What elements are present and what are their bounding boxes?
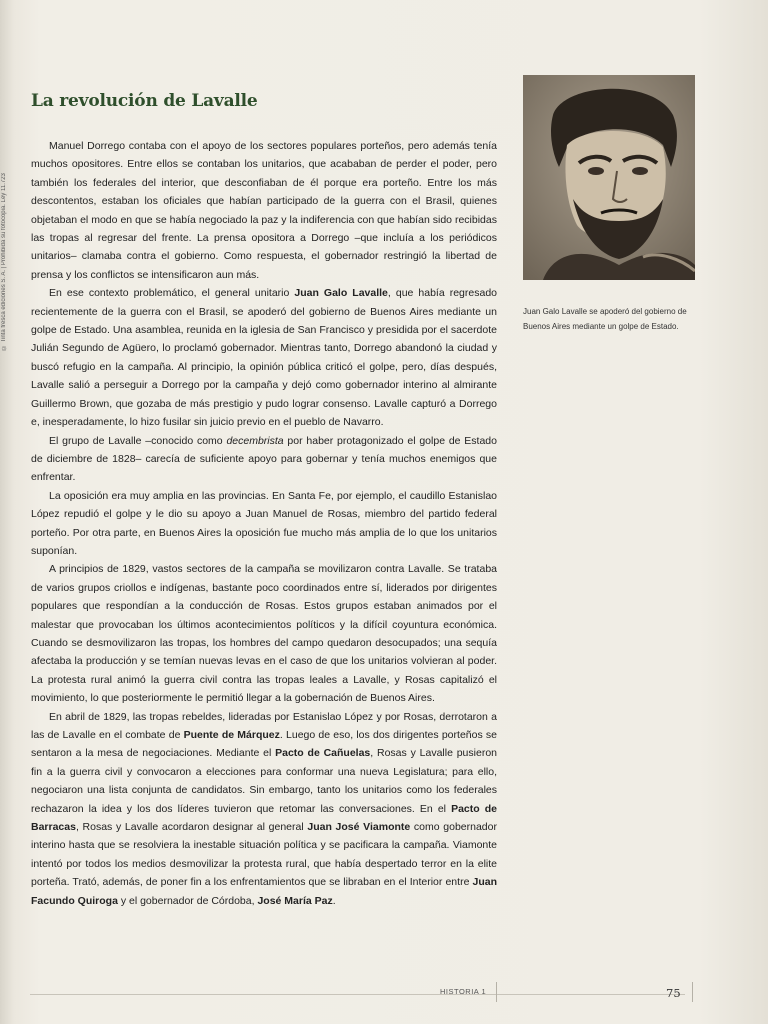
bold-term: Pacto de Cañuelas bbox=[275, 747, 371, 760]
section-title: La revolución de Lavalle bbox=[31, 91, 258, 111]
page-number-separator bbox=[692, 982, 693, 1002]
bold-term: Juan Galo Lavalle bbox=[294, 287, 388, 300]
page-number: 75 bbox=[666, 986, 681, 1000]
bold-term: Pacto de Barracas bbox=[31, 802, 497, 834]
bold-term: Puente de Márquez bbox=[183, 729, 280, 741]
text-run: , Rosas y Lavalle pusieron fin a la guerra civil y convocaron a elecciones para conformar una nueva Legislatura; para ello, negociaron una lista conjunta de candidatos. Sin embargo, tanto los unitarios como los federales rechazaron la idea y los dos líderes tuvieron que retomar las conversaciones. En el bbox=[31, 747, 497, 815]
text-run: Manuel Dorrego contaba con el apoyo de los sectores populares porteños, pero además tenía muchos opositores. Entre ellos se contaban los unitarios, que acababan de perder el poder, pero también los federales del interior, que desconfiaban de él porque era porteño. Entre los más descontentos, estaban los oficiales que habían participado de la guerra con el Brasil, quienes objetaban el modo en que se había negociado la paz y la indiferencia con que habían sido recibidas las tropas al regresar del frente. La prensa opositora a Dorrego –que incluía a los periódicos unitarios– clamaba contra el gobierno. Como respuesta, el gobernador restringió la libertad de prensa y los conflictos se intensificaron aun más. bbox=[31, 140, 497, 281]
portrait-caption: Juan Galo Lavalle se apoderó del gobierno de Buenos Aires mediante un golpe de Estado. bbox=[523, 307, 687, 331]
portrait-illustration bbox=[523, 75, 695, 280]
bold-term: José María Paz bbox=[257, 894, 333, 907]
bold-term: Juan José Viamonte bbox=[307, 821, 411, 834]
text-run: por haber protagonizado el golpe de Estado de diciembre de 1828– carecía de suficiente apoyo para gobernar y tenía muchos enemigos que enfrentar. bbox=[31, 434, 497, 484]
side-legal-notice: © Tinta fresca ediciones S. A. | Prohibida su fotocopia. Ley 11.723 bbox=[1, 173, 7, 350]
text-run: como gobernador interino hasta que se resolviera la inestable situación política y se pacificara la campaña. Viamonte intentó por todos los medios desmovilizar la protesta rural, que había despertado terror en la elite porteña. Trató, además, de poner fin a los enfrentamientos que se libraban en el Interior entre bbox=[31, 821, 497, 889]
paragraph bbox=[31, 284, 497, 431]
text-run: En ese contexto problemático, el general unitario bbox=[49, 287, 295, 300]
footer-subject: HISTORIA 1 bbox=[440, 987, 487, 996]
text-run: . Luego de eso, los dos dirigentes porteños se sentaron a la mesa de negociaciones. Mediante el bbox=[31, 729, 498, 760]
text-run: El grupo de Lavalle –conocido como bbox=[49, 434, 227, 447]
text-run: , que había regresado recientemente de la guerra con el Brasil, se apoderó del gobierno de Buenos Aires mediante un golpe de Estado. Una asamblea, reunida en la iglesia de San Francisco y presidida por el sacerdote Julián Segundo de Agüero, lo proclamó gobernador. Mientras tanto, Dorrego abandonó la ciudad y buscó refugio en la campaña. Al principio, la opinión pública criticó el golpe, pero, días después, Lavalle salió a perseguir a Dorrego por la campaña y dejó como gobernador interino al almirante Guillermo Brown, que gozaba de más prestigio y pudo lograr consenso. Lavalle capturó a Dorrego e, inesperadamente, lo hizo fusilar sin juicio previo en el pueblo de Navarro. bbox=[31, 287, 497, 429]
body-text bbox=[31, 137, 497, 910]
paragraph bbox=[31, 432, 497, 487]
text-run: La oposición era muy amplia en las provincias. En Santa Fe, por ejemplo, el caudillo Estanislao López repudió el golpe y le dio su apoyo a Juan Manuel de Rosas, miembro del partido federal porteño. Por otra parte, en Buenos Aires la oposición fue mucho más amplia de lo que los unitarios suponían. bbox=[31, 489, 497, 557]
text-run: A principios de 1829, vastos sectores de la campaña se movilizaron contra Lavalle. Se trataba de varios grupos criollos e indígenas, bastante poco coordinados entre sí, liderados por dirigentes populares que respondían a la conducción de Rosas. Estos grupos estaban animados por el malestar que provocaban los últimos acontecimientos políticos y la difícil coyuntura económica. Cuando se desmovilizaron las tropas, los hombres del campo quedaron desocupados; una sequía afectaba la producción y se temían nuevas levas en el caso de que los unitarios volvieran al poder. La protesta rural animó la guerra civil contra las tropas leales a Lavalle, y Rosas capitalizó el movimiento, lo que posteriormente le permitió llegar a la gobernación de Buenos Aires. bbox=[31, 563, 497, 705]
italic-term: decembrista bbox=[226, 434, 284, 447]
paragraph bbox=[31, 560, 497, 707]
footer-divider bbox=[30, 994, 685, 995]
text-run: . bbox=[332, 894, 336, 907]
lavalle-portrait bbox=[523, 75, 695, 280]
text-run: , Rosas y Lavalle acordaron designar al general bbox=[75, 821, 308, 834]
paragraph bbox=[31, 487, 497, 561]
bold-term: Juan Facundo Quiroga bbox=[31, 876, 497, 907]
text-run: y el gobernador de Córdoba, bbox=[117, 894, 258, 907]
footer-separator bbox=[496, 982, 497, 1002]
paragraph bbox=[31, 137, 497, 284]
text-run: En abril de 1829, las tropas rebeldes, lideradas por Estanislao López y por Rosas, derrotaron a las de Lavalle en el combate de bbox=[31, 710, 497, 741]
paragraph bbox=[31, 708, 497, 910]
